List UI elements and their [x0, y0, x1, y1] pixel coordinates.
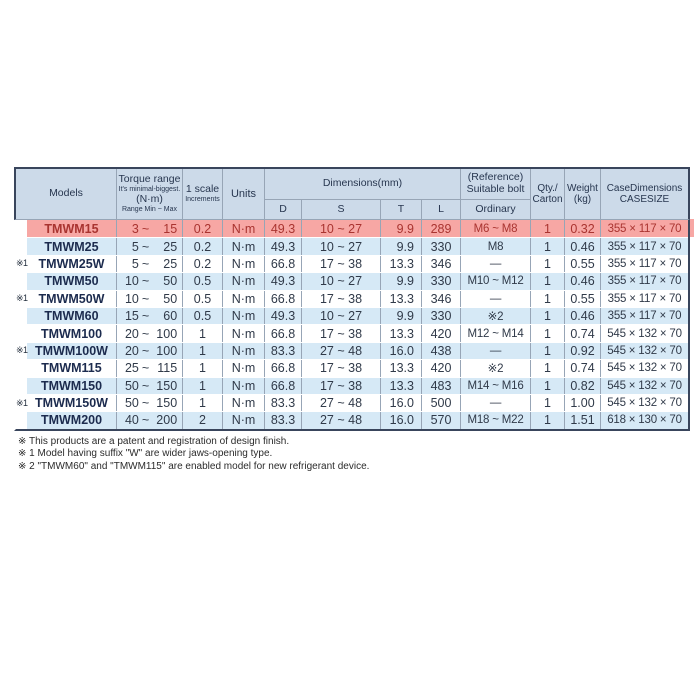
dim-d-value: 49.3 [264, 238, 301, 254]
table-row-tmwm60[interactable] [16, 307, 688, 324]
col-header-weight [564, 169, 600, 219]
torque-tmin: 10 [124, 274, 139, 289]
case-size-value: 545 × 132 × 70 [600, 360, 688, 376]
qty-carton-value: 1 [530, 291, 564, 307]
units-value: N·m [222, 273, 264, 289]
dim-l-value: 483 [421, 378, 460, 394]
dim-l-value: 346 [421, 256, 460, 272]
table-row-tmwm100w[interactable] [16, 342, 688, 359]
torque-tsep: ~ [141, 413, 150, 428]
suitable-bolt-value: M18 ~ M22 [460, 412, 530, 428]
torque-tsep: ~ [141, 361, 150, 376]
units-value: N·m [222, 238, 264, 254]
row-marker [16, 325, 27, 341]
dim-s-label: S [337, 202, 345, 215]
torque-tsep: ~ [141, 256, 150, 271]
torque-tsep: ~ [141, 291, 150, 306]
torque-tmin: 5 [131, 256, 139, 271]
torque-tmin: 20 [124, 326, 139, 341]
col-header-dim-t [380, 200, 421, 219]
footnote-marker: ※1 [16, 345, 28, 356]
qty-carton-value: 1 [530, 256, 564, 272]
qty-carton-value: 1 [530, 378, 564, 394]
suitable-bolt-value: — [460, 343, 530, 359]
weight-value: 0.74 [564, 325, 600, 341]
row-marker [16, 378, 27, 394]
dimensions-header-label: Dimensions(mm) [322, 177, 403, 190]
torque-tmin: 5 [131, 239, 139, 254]
highlight-row-overhang [690, 219, 694, 237]
row-marker [16, 412, 27, 428]
col-header-dim-l [421, 200, 460, 219]
dim-s-value: 17 ~ 38 [301, 378, 380, 394]
torque-tmin: 25 [124, 361, 139, 376]
weight-value: 0.82 [564, 378, 600, 394]
torque-tmin: 3 [131, 221, 139, 236]
dim-s-value: 17 ~ 38 [301, 360, 380, 376]
model-name: TMWM15 [27, 220, 116, 237]
suitable-bolt-value: ※2 [460, 360, 530, 376]
case-size-value: 355 × 117 × 70 [600, 238, 688, 254]
row-marker [16, 308, 27, 324]
weight-value: 0.46 [564, 238, 600, 254]
table-row-tmwm150w[interactable] [16, 394, 688, 411]
weight-value: 1.00 [564, 395, 600, 411]
torque-tmin: 50 [124, 378, 139, 393]
col-header-torque-range [116, 169, 182, 219]
model-name: TMWM25 [27, 238, 116, 254]
footnotes [18, 436, 678, 473]
dim-t-value: 13.3 [380, 256, 421, 272]
dim-s-value: 27 ~ 48 [301, 412, 380, 428]
torque-range-value [116, 256, 182, 272]
torque-range-value [116, 360, 182, 376]
case-size-value: 545 × 132 × 70 [600, 343, 688, 359]
table-row-tmwm25[interactable] [16, 237, 688, 254]
scale-increment-value: 0.2 [182, 220, 222, 237]
dim-d-value: 66.8 [264, 378, 301, 394]
dim-s-value: 17 ~ 38 [301, 291, 380, 307]
dim-t-value: 9.9 [380, 238, 421, 254]
col-header-units [222, 169, 264, 219]
scale-increment-value: 1 [182, 360, 222, 376]
scale-increment-value: 0.5 [182, 273, 222, 289]
torque-tmax: 100 [156, 343, 178, 358]
torque-tmax: 25 [163, 239, 178, 254]
dim-s-value: 10 ~ 27 [301, 308, 380, 324]
units-value: N·m [222, 220, 264, 237]
torque-tmax: 25 [163, 256, 178, 271]
torque-tmin: 15 [124, 309, 139, 324]
dim-t-value: 9.9 [380, 273, 421, 289]
table-row-tmwm115[interactable] [16, 359, 688, 376]
dim-l-value: 330 [421, 238, 460, 254]
case-size-value: 545 × 132 × 70 [600, 395, 688, 411]
torque-range-value [116, 220, 182, 237]
torque-header-line4: Range Min ~ Max [121, 205, 178, 213]
torque-range-value [116, 238, 182, 254]
torque-range-value [116, 343, 182, 359]
case-size-value: 355 × 117 × 70 [600, 220, 688, 237]
units-value: N·m [222, 360, 264, 376]
qty-carton-value: 1 [530, 273, 564, 289]
col-header-case-dimensions [600, 169, 688, 219]
torque-tmin: 10 [124, 291, 139, 306]
suitable-bolt-value: M6 ~ M8 [460, 220, 530, 237]
model-name: TMWM25W [38, 256, 105, 271]
weight-value: 0.46 [564, 273, 600, 289]
row-marker [16, 220, 27, 237]
dim-t-value: 13.3 [380, 291, 421, 307]
torque-tmax: 100 [156, 326, 178, 341]
torque-tsep: ~ [141, 239, 150, 254]
ordinary-label: Ordinary [475, 202, 516, 215]
dim-d-value: 49.3 [264, 220, 301, 237]
weight-value: 1.51 [564, 412, 600, 428]
torque-range-value [116, 395, 182, 411]
dim-s-value: 27 ~ 48 [301, 395, 380, 411]
torque-range-value [116, 273, 182, 289]
torque-tsep: ~ [141, 326, 150, 341]
torque-tmax: 115 [157, 361, 178, 376]
dim-t-value: 13.3 [380, 360, 421, 376]
units-value: N·m [222, 325, 264, 341]
qty-carton-value: 1 [530, 412, 564, 428]
dim-s-value: 17 ~ 38 [301, 325, 380, 341]
torque-tmax: 150 [156, 378, 178, 393]
units-header-label: Units [230, 187, 257, 200]
model-name: TMWM100W [27, 343, 116, 359]
case-size-value: 355 × 117 × 70 [600, 308, 688, 324]
torque-tmax: 50 [163, 274, 178, 289]
model-name: TMWM100 [40, 326, 103, 341]
suitable-bolt-value: M10 ~ M12 [460, 273, 530, 289]
scale-increment-value: 0.2 [182, 256, 222, 272]
footnote-1: ※ This products are a patent and registration of design finish. [18, 436, 290, 447]
torque-tmin: 20 [124, 343, 139, 358]
table-row-tmwm25w[interactable] [16, 255, 688, 272]
torque-range-value [116, 291, 182, 307]
table-row-tmwm50[interactable] [16, 272, 688, 289]
torque-tsep: ~ [141, 221, 150, 236]
scale-increment-value: 1 [182, 395, 222, 411]
suitable-bolt-value: M12 ~ M14 [460, 325, 530, 341]
case-size-value: 618 × 130 × 70 [600, 412, 688, 428]
torque-tmin: 40 [124, 413, 139, 428]
qty-carton-value: 1 [530, 220, 564, 237]
dim-d-value: 83.3 [264, 412, 301, 428]
qty-header-line2: Carton [532, 194, 563, 205]
units-value: N·m [222, 343, 264, 359]
dim-l-value: 570 [421, 412, 460, 428]
torque-header-line2: It's minimal-biggest. [118, 186, 181, 194]
dim-d-label: D [279, 202, 287, 215]
torque-tmin: 50 [124, 396, 139, 411]
model-name: TMWM200 [27, 412, 116, 428]
table-row-tmwm200[interactable] [16, 411, 688, 428]
scale-increment-value: 0.2 [182, 238, 222, 254]
row-marker [16, 238, 27, 254]
weight-header-line1: Weight [567, 182, 598, 194]
suitable-bolt-value: M8 [460, 238, 530, 254]
scale-increment-value: 1 [182, 343, 222, 359]
dim-t-value: 16.0 [380, 395, 421, 411]
dim-t-value: 16.0 [380, 412, 421, 428]
torque-tsep: ~ [141, 378, 150, 393]
row-marker [16, 273, 27, 289]
qty-carton-value: 1 [530, 343, 564, 359]
dim-d-value: 66.8 [264, 291, 301, 307]
dim-d-value: 66.8 [264, 360, 301, 376]
case-size-value: 545 × 132 × 70 [600, 325, 688, 341]
footnote-marker: ※1 [16, 397, 28, 408]
dim-t-value: 16.0 [380, 343, 421, 359]
table-body [14, 220, 690, 431]
qty-carton-value: 1 [530, 395, 564, 411]
row-marker [16, 343, 27, 359]
torque-range-value [116, 325, 182, 341]
model-name: TMWM150 [27, 378, 116, 394]
row-marker [16, 256, 27, 272]
dim-l-value: 438 [421, 343, 460, 359]
scale-header-line2: Increments [185, 195, 220, 203]
suitable-bolt-value: — [460, 291, 530, 307]
dim-s-value: 17 ~ 38 [301, 256, 380, 272]
suitable-bolt-value: M14 ~ M16 [460, 378, 530, 394]
dim-d-value: 83.3 [264, 343, 301, 359]
torque-tmax: 15 [163, 221, 178, 236]
dim-l-value: 330 [421, 273, 460, 289]
row-marker [16, 395, 27, 411]
torque-header-line1: Torque range [118, 173, 181, 186]
table-row-tmwm15[interactable] [16, 220, 688, 237]
dim-s-value: 10 ~ 27 [301, 273, 380, 289]
dim-l-value: 346 [421, 291, 460, 307]
torque-header-line3: (N·m) [136, 193, 163, 205]
col-header-models-label: Models [49, 187, 83, 200]
dim-t-value: 9.9 [380, 220, 421, 237]
torque-tsep: ~ [141, 396, 150, 411]
table-row-tmwm100[interactable] [16, 324, 688, 341]
weight-value: 0.74 [564, 360, 600, 376]
table-header [14, 167, 690, 220]
case-size-value: 355 × 117 × 70 [600, 256, 688, 272]
footnote-3: ※ 2 "TMWM60" and "TMWM115" are enabled model for new refrigerant device. [18, 460, 370, 472]
case-header-line2: CASESIZE [619, 194, 670, 205]
weight-value: 0.32 [564, 220, 600, 237]
row-marker [16, 360, 27, 376]
scale-increment-value: 1 [182, 325, 222, 341]
case-header-line1: CaseDimensions [606, 182, 683, 194]
spec-table [14, 167, 690, 431]
col-header-dim-s [301, 200, 380, 219]
dim-t-value: 13.3 [380, 325, 421, 341]
suitable-bolt-value: ※2 [460, 308, 530, 324]
bolt-header-line2: Suitable bolt [466, 183, 525, 195]
torque-tsep: ~ [141, 274, 150, 289]
units-value: N·m [222, 291, 264, 307]
units-value: N·m [222, 378, 264, 394]
suitable-bolt-value: — [460, 256, 530, 272]
torque-tsep: ~ [141, 309, 150, 324]
dim-d-value: 49.3 [264, 273, 301, 289]
dim-t-value: 13.3 [380, 378, 421, 394]
dim-t-label: T [397, 202, 405, 215]
bolt-header-line1: (Reference) [467, 171, 524, 184]
torque-tmax: 50 [163, 291, 178, 306]
dim-t-value: 9.9 [380, 308, 421, 324]
dim-d-value: 83.3 [264, 395, 301, 411]
table-row-tmwm150[interactable] [16, 377, 688, 394]
model-name: TMWM115 [41, 361, 102, 376]
weight-value: 0.55 [564, 256, 600, 272]
model-name: TMWM60 [27, 308, 116, 324]
dim-l-value: 420 [421, 325, 460, 341]
scale-increment-value: 0.5 [182, 308, 222, 324]
scale-header-line1: 1 scale [185, 183, 220, 196]
weight-value: 0.92 [564, 343, 600, 359]
torque-range-value [116, 308, 182, 324]
case-size-value: 545 × 132 × 70 [600, 378, 688, 394]
weight-value: 0.55 [564, 291, 600, 307]
weight-header-line2: (kg) [573, 194, 592, 205]
weight-value: 0.46 [564, 308, 600, 324]
dim-l-value: 330 [421, 308, 460, 324]
dim-d-value: 66.8 [264, 325, 301, 341]
model-name: TMWM150W [35, 396, 108, 411]
torque-range-value [116, 378, 182, 394]
model-name: TMWM50 [27, 273, 116, 289]
col-header-scale-increments [182, 169, 222, 219]
torque-range-value [116, 412, 182, 428]
col-header-dim-d [264, 200, 301, 219]
case-size-value: 355 × 117 × 70 [600, 291, 688, 307]
model-name: TMWM50W [38, 291, 105, 306]
footnote-marker: ※1 [16, 258, 28, 269]
units-value: N·m [222, 395, 264, 411]
torque-tmax: 150 [156, 396, 178, 411]
footnote-2: ※ 1 Model having suffix "W" are wider jaws-opening type. [18, 448, 273, 460]
dim-l-value: 420 [421, 360, 460, 376]
qty-carton-value: 1 [530, 325, 564, 341]
col-header-suitable-bolt [460, 169, 530, 200]
col-header-bolt-ordinary [460, 200, 530, 219]
scale-increment-value: 2 [182, 412, 222, 428]
col-header-dimensions [264, 169, 460, 200]
units-value: N·m [222, 256, 264, 272]
dim-d-value: 49.3 [264, 308, 301, 324]
units-value: N·m [222, 412, 264, 428]
row-marker [16, 291, 27, 307]
dim-d-value: 66.8 [264, 256, 301, 272]
dim-s-value: 10 ~ 27 [301, 220, 380, 237]
dim-l-value: 289 [421, 220, 460, 237]
footnote-marker: ※1 [16, 293, 28, 304]
qty-header-line1: Qty./ [537, 182, 558, 194]
dim-s-value: 27 ~ 48 [301, 343, 380, 359]
col-header-qty-carton [530, 169, 564, 219]
torque-tsep: ~ [141, 343, 150, 358]
qty-carton-value: 1 [530, 308, 564, 324]
dim-l-value: 500 [421, 395, 460, 411]
scale-increment-value: 1 [182, 378, 222, 394]
dim-l-label: L [438, 202, 444, 215]
torque-tmax: 200 [156, 413, 178, 428]
suitable-bolt-value: — [460, 395, 530, 411]
qty-carton-value: 1 [530, 238, 564, 254]
table-row-tmwm50w[interactable] [16, 290, 688, 307]
dim-s-value: 10 ~ 27 [301, 238, 380, 254]
scale-increment-value: 0.5 [182, 291, 222, 307]
case-size-value: 355 × 117 × 70 [600, 273, 688, 289]
qty-carton-value: 1 [530, 360, 564, 376]
col-header-models [16, 169, 116, 219]
units-value: N·m [222, 308, 264, 324]
torque-tmax: 60 [163, 309, 178, 324]
